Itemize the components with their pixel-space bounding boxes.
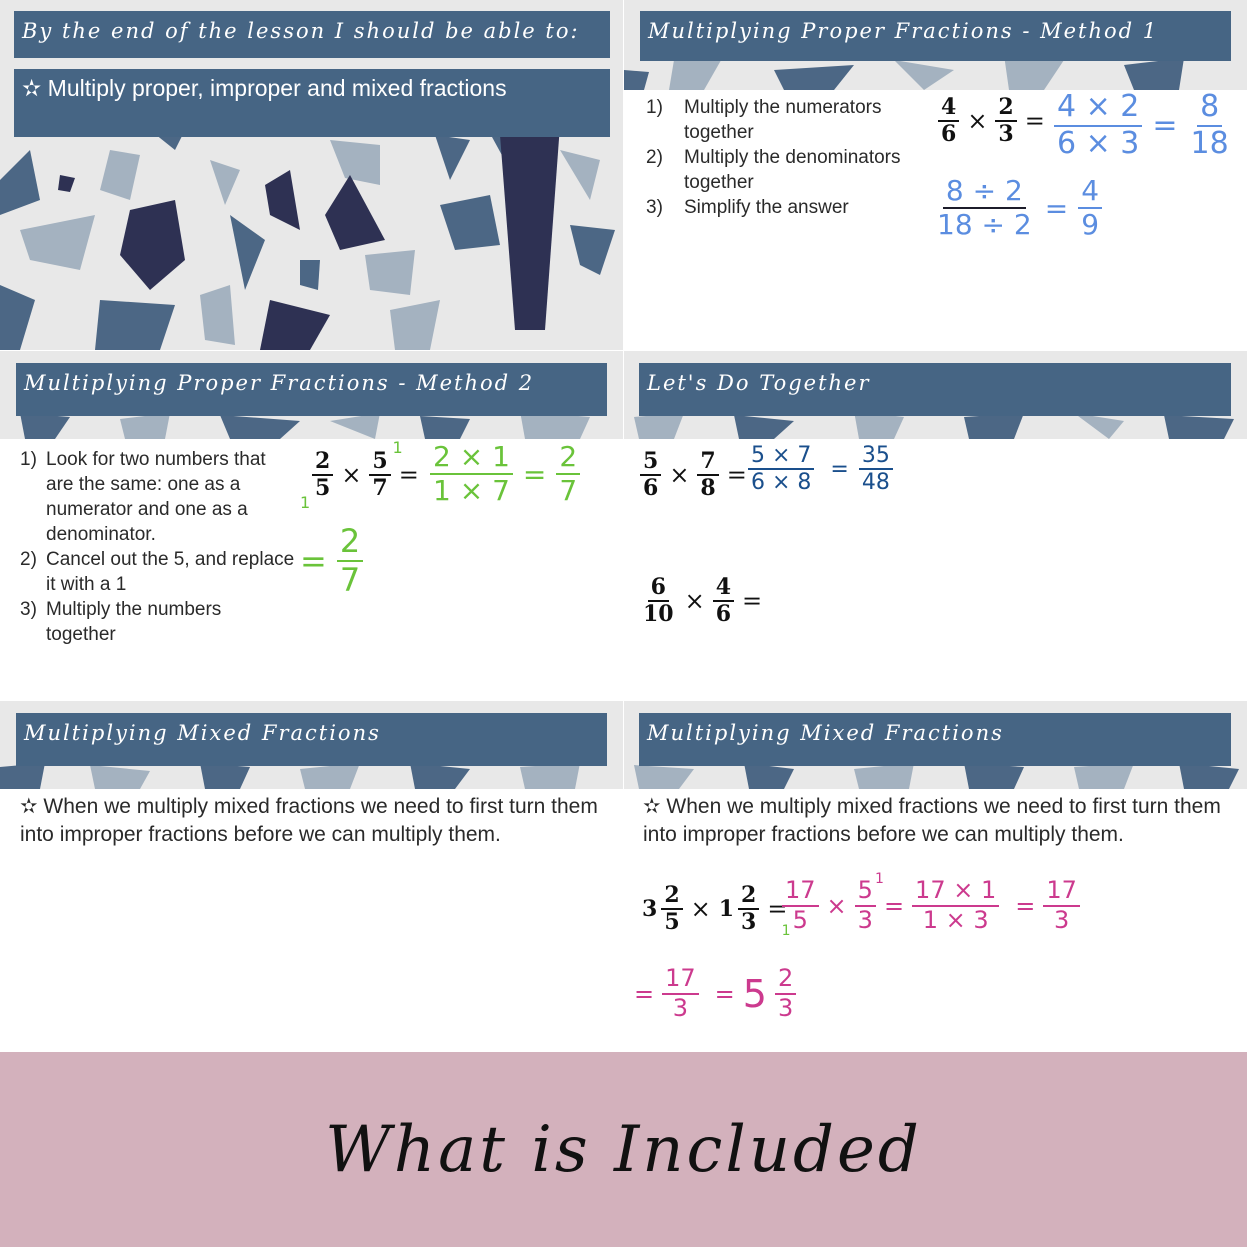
fraction: $\frac{4 \times 2}{6 \times 3}$ [1054, 90, 1142, 161]
slide-title: Let's Do Together [647, 371, 871, 395]
fraction: $\frac{35}{48}$ [859, 443, 893, 496]
list-item: 3) Simplify the answer [646, 197, 849, 218]
fraction: $\frac{8}{18}$ [1190, 89, 1229, 161]
slide-title: Multiplying Mixed Fractions [647, 721, 1004, 745]
slide-title: By the end of the lesson I should be able to: [22, 19, 580, 43]
steps-list [20, 447, 295, 647]
handwritten-working: 17 5 1 × 5 1 3 = $\frac{17 \times 1}{1 \times 3}$ = $\frac{17}{3}$ [782, 877, 1080, 934]
fraction: $\frac{2}{7}$ [337, 523, 363, 599]
fraction: 5 1 3 [855, 877, 876, 934]
handwritten-answer: = $\frac{17}{3}$ = 5 $\frac{2}{3}$ [634, 965, 796, 1022]
handwritten-simplify: $\frac{8 \div 2}{18 \div 2}$ = $\frac{4}{9}$ [934, 175, 1102, 241]
slide-title-bar [14, 11, 610, 58]
explanation-text: ✫ When we multiply mixed fractions we need to first turn them into improper fractions before we can multiply them. [20, 795, 598, 846]
slide-title: Multiplying Proper Fractions - Method 1 [648, 19, 1159, 43]
fraction: $\frac{2}{5}$ [661, 883, 682, 936]
fraction: $\frac{2}{3}$ [995, 95, 1016, 148]
slide-method-2 [0, 351, 623, 701]
example-equation: 3 $\frac{2}{5}$ × 1 $\frac{2}{3}$ = [642, 882, 788, 936]
fraction: $\frac{7}{8}$ [697, 449, 718, 502]
list-item: 2) Cancel out the 5, and replace it with a 1 [20, 549, 295, 595]
fraction: $\frac{17}{3}$ [662, 965, 699, 1022]
list-item: 1) Multiply the numerators together [646, 97, 882, 143]
fraction: $\frac{5}{6}$ [640, 449, 661, 502]
fraction: $\frac{2}{7}$ [556, 441, 580, 507]
slide-title-bar [16, 363, 607, 416]
fraction: $\frac{4}{9}$ [1078, 175, 1102, 241]
footer-banner [0, 1052, 1247, 1247]
fraction: $\frac{2}{3}$ [738, 883, 759, 936]
fraction: 17 5 1 [782, 877, 819, 934]
objective-box [14, 69, 610, 137]
fraction: $\frac{8 \div 2}{18 \div 2}$ [937, 174, 1032, 242]
explanation-text: ✫ When we multiply mixed fractions we need to first turn them into improper fractions before we can multiply them. [643, 795, 1221, 846]
list-item: 3) Multiply the numbers together [20, 599, 222, 645]
objective-text: ✫ Multiply proper, improper and mixed fractions [22, 75, 507, 101]
fraction: 2 5 1 [312, 449, 333, 502]
handwritten-working: $\frac{2 \times 1}{1 \times 7}$ = $\frac{2}{7}$ [430, 441, 580, 507]
fraction: $\frac{5 \times 7}{6 \times 8}$ [748, 443, 814, 496]
fraction: 5 1 7 [369, 449, 390, 502]
practice-equation: $\frac{6}{10}$ × $\frac{4}{6}$ = [640, 575, 762, 628]
slide-method-1 [624, 0, 1247, 350]
fraction: $\frac{17}{3}$ [1043, 877, 1080, 934]
example-equation: $\frac{5}{6}$ × $\frac{7}{8}$ = [640, 449, 747, 502]
example-equation: 2 5 1 × 5 1 7 = [300, 438, 419, 513]
steps-list [646, 95, 926, 220]
slide-mixed-fractions-example [624, 701, 1247, 1051]
handwritten-answer: = $\frac{2}{7}$ [300, 523, 363, 599]
slide-mixed-fractions-intro [0, 701, 623, 1051]
fraction: $\frac{2}{3}$ [775, 965, 796, 1022]
list-item: 1) Look for two numbers that are the same: one as a numerator and one as a denominator. [20, 449, 266, 545]
fraction: $\frac{17 \times 1}{1 \times 3}$ [912, 877, 999, 934]
list-item: 2) Multiply the denominators together [646, 147, 901, 193]
fraction: $\frac{4}{6}$ [713, 575, 734, 628]
handwritten-working: $\frac{4 \times 2}{6 \times 3}$ = $\frac{8}{18}$ [1054, 90, 1232, 161]
slide-title-bar [16, 713, 607, 766]
footer-title: What is Included [325, 1112, 922, 1187]
slide-title-bar [640, 11, 1231, 61]
slide-title: Multiplying Proper Fractions - Method 2 [24, 371, 535, 395]
slide-title: Multiplying Mixed Fractions [24, 721, 381, 745]
slide-objectives [0, 0, 623, 350]
slide-lets-do-together [624, 351, 1247, 701]
fraction: $\frac{2 \times 1}{1 \times 7}$ [430, 441, 513, 507]
fraction: $\frac{4}{6}$ [938, 95, 959, 148]
fraction: $\frac{6}{10}$ [643, 574, 674, 628]
handwritten-working: $\frac{5 \times 7}{6 \times 8}$ = $\frac{35}{48}$ [748, 443, 893, 496]
example-equation: $\frac{4}{6}$ × $\frac{2}{3}$ = [938, 95, 1045, 148]
slide-title-bar [639, 713, 1231, 766]
slide-title-bar [639, 363, 1231, 416]
